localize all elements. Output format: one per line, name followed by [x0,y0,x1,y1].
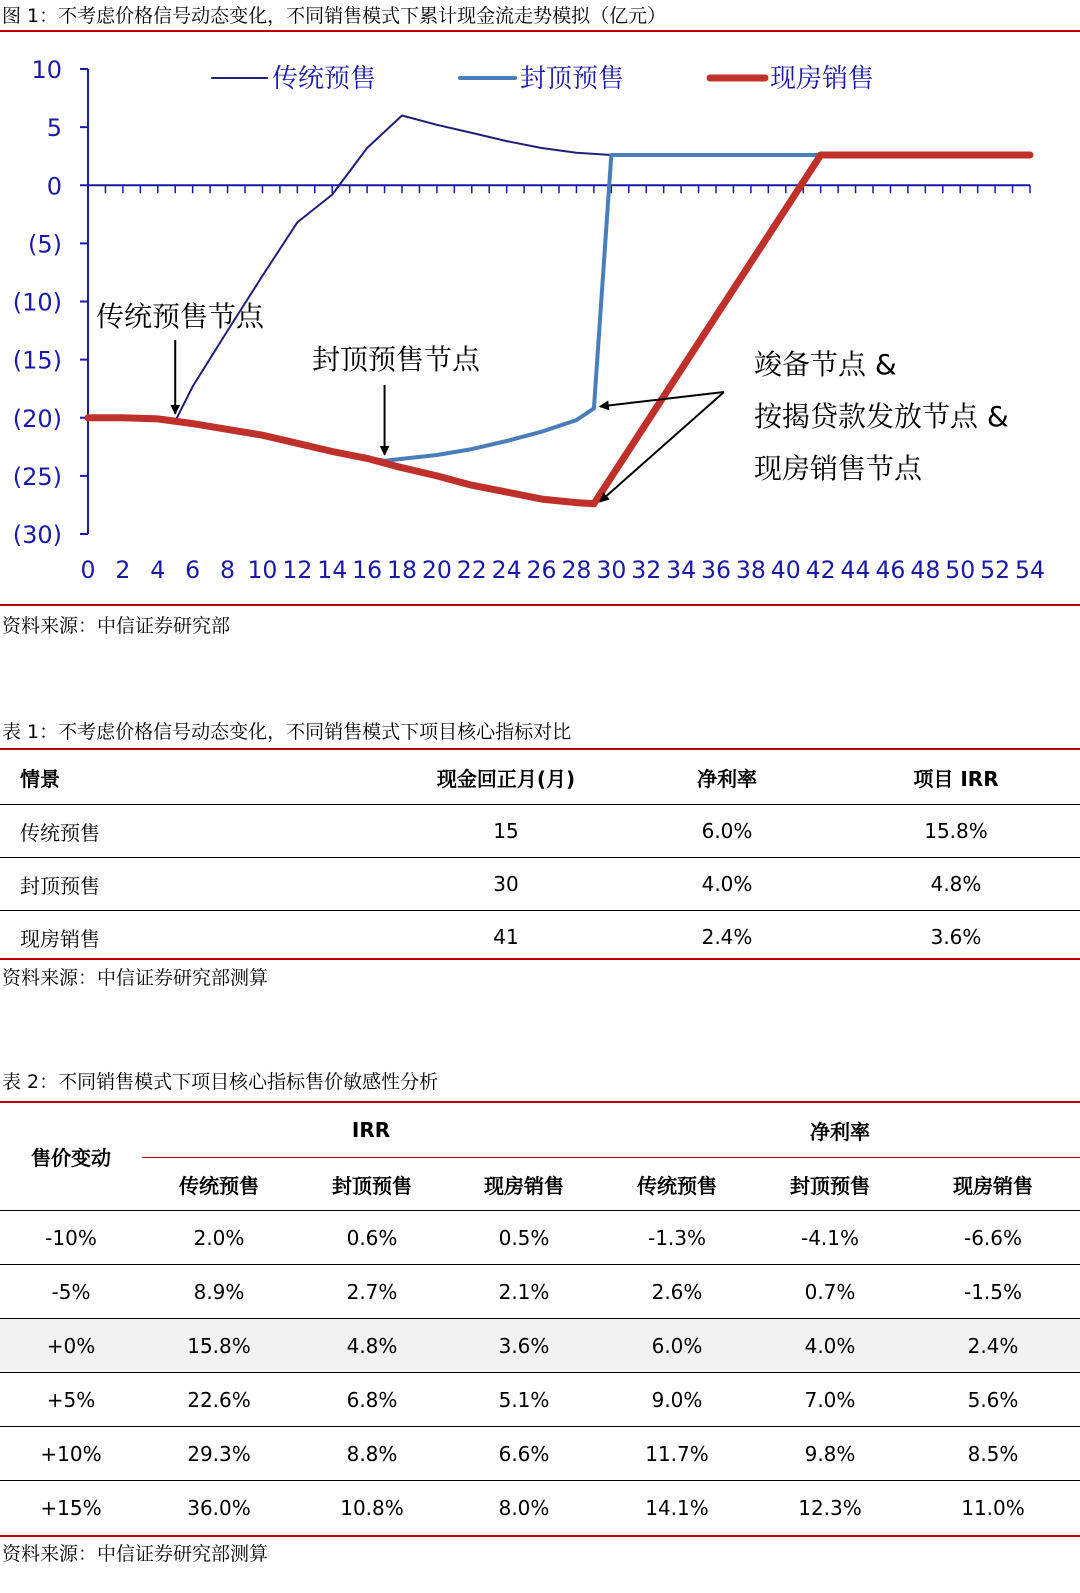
table1-cell: 4.0% [622,858,832,911]
x-tick-label: 0 [80,556,96,584]
table2-cell: 14.1% [645,1495,709,1520]
y-tick-label: 5 [46,114,62,143]
x-tick-label: 2 [115,556,131,584]
x-tick-label: 4 [150,556,166,584]
table2-row [0,1481,1080,1535]
x-tick-label: 26 [526,556,557,584]
table2-cell: 0.6% [296,1211,448,1265]
table1-cell: 3.6% [930,925,982,949]
table2-cell: 8.0% [498,1495,550,1520]
x-tick-label: 12 [282,556,313,584]
chart-annotations [96,300,1009,502]
table1-header-row [0,750,1080,805]
table2-row [0,1427,1080,1481]
x-tick-label: 22 [456,556,487,584]
x-tick-label: 10 [247,556,278,584]
table2-subheader-row [0,1158,1080,1211]
table2-subheader: 传统预售 [142,1158,296,1211]
table1-row [0,805,1080,858]
table2-cell: 15.8% [142,1319,296,1373]
table1-header: 项目 IRR [832,750,1080,805]
annotation-label: 竣备节点 & [754,348,897,381]
x-tick-label: 18 [387,556,417,584]
table2-cell: 4.0% [754,1319,906,1373]
x-tick-label: 30 [596,556,627,584]
table1-header: 情景 [0,750,390,805]
table2-cell: +0% [0,1319,142,1373]
x-tick-label: 54 [1015,556,1045,584]
table2-bottom-rule [0,1535,1080,1537]
table2-cell: 22.6% [142,1373,296,1427]
x-tick-label: 28 [561,556,592,584]
table2-row [0,1265,1080,1319]
x-tick-label: 24 [491,556,522,584]
annotation-label: 按揭贷款发放节点 & [754,400,1009,433]
table2-cell: 29.3% [142,1427,296,1481]
table2-cell: 11.0% [961,1495,1025,1520]
x-tick-label: 52 [980,556,1011,584]
table1-header: 净利率 [622,750,832,805]
table2-source: 资料来源：中信证券研究部测算 [2,1543,269,1565]
table1-cell: 2.4% [701,925,753,949]
table2-cell: 9.8% [754,1427,906,1481]
table2-group-margin: 净利率 [600,1103,1080,1158]
table2-caption: 表 2：不同销售模式下项目核心指标售价敏感性分析 [2,1071,439,1093]
figure-caption: 图 1：不考虑价格信号动态变化，不同销售模式下累计现金流走势模拟（亿元） [2,5,667,27]
annotation-arrow [600,392,724,502]
table2-subheader: 现房销售 [448,1158,600,1211]
table2-cell: 12.3% [798,1495,862,1520]
y-tick-label: 10 [31,56,62,84]
cashflow-line-chart [0,34,1080,604]
table2-cell: 7.0% [754,1373,906,1427]
y-tick-label: (15) [12,346,62,375]
table2-cell: 2.7% [296,1265,448,1319]
table2-cell: 0.7% [754,1265,906,1319]
table2-header-row [0,1103,1080,1158]
y-tick-label: (25) [12,462,62,491]
table2-cell: 8.9% [142,1265,296,1319]
annotation-label: 传统预售节点 [96,300,265,333]
table1-header: 现金回正月(月) [390,750,622,805]
x-tick-label: 44 [840,556,871,584]
table1-bottom-rule [0,958,1080,960]
table2-cell: 10.8% [340,1495,404,1520]
table2-row [0,1373,1080,1427]
table1-cell: 30 [390,858,622,911]
table2-cell: +5% [0,1373,142,1427]
table1-cell: 4.8% [832,858,1080,911]
table2-cell: 8.8% [296,1427,448,1481]
table2-cell: 6.0% [600,1319,754,1373]
table2-cell: -4.1% [754,1211,906,1265]
x-tick-label: 38 [735,556,766,584]
table2-group-irr: IRR [142,1103,600,1158]
table2-cell: 5.1% [448,1373,600,1427]
x-tick-label: 20 [421,556,452,584]
table1-caption: 表 1：不考虑价格信号动态变化，不同销售模式下项目核心指标对比 [2,721,572,743]
x-tick-label: 32 [631,556,662,584]
legend-label: 传统预售 [272,64,377,94]
table2-cell: 6.8% [296,1373,448,1427]
table2-cell: 11.7% [600,1427,754,1481]
legend-label: 封顶预售 [520,64,625,94]
annotation-label: 封顶预售节点 [312,343,481,376]
legend-label: 现房销售 [770,64,875,94]
table2-row [0,1319,1080,1373]
table2-cell: 2.0% [142,1211,296,1265]
table2-subheader: 封顶预售 [296,1158,448,1211]
x-tick-label: 16 [352,556,383,584]
table1-cell: 15 [390,805,622,858]
table2-cell: 6.6% [448,1427,600,1481]
x-tick-label: 14 [317,556,348,584]
table1-row [0,911,1080,964]
table2-cell: 0.5% [448,1211,600,1265]
table1-cell: 6.0% [622,805,832,858]
table1-cell: 15.8% [832,805,1080,858]
y-tick-label: (10) [12,288,62,317]
table1-cell: 传统预售 [0,805,390,858]
figure-bottom-rule [0,604,1080,606]
y-tick-label: (5) [28,230,62,259]
table2-cell: 3.6% [448,1319,600,1373]
table1-cell: 现房销售 [20,926,100,951]
table2-cell: -10% [0,1211,142,1265]
table2-subheader: 传统预售 [600,1158,754,1211]
annotation-label: 现房销售节点 [754,452,923,485]
table1 [0,750,1080,963]
table2-subheader: 现房销售 [906,1158,1080,1211]
table2-cell: -1.5% [906,1265,1080,1319]
table2 [0,1103,1080,1534]
table2-cell: +10% [0,1427,142,1481]
x-tick-label: 50 [945,556,976,584]
table2-cell: -6.6% [906,1211,1080,1265]
x-tick-label: 46 [875,556,906,584]
table2-cell: 2.4% [906,1319,1080,1373]
table2-cell: 36.0% [187,1495,251,1520]
chart-legend [212,64,874,94]
x-tick-label: 6 [185,556,201,584]
table1-row [0,858,1080,911]
figure-source: 资料来源：中信证券研究部 [2,615,231,637]
table1-cell: 封顶预售 [0,858,390,911]
table2-subheader: 封顶预售 [754,1158,906,1211]
table2-cell: 5.6% [906,1373,1080,1427]
table2-row-header: 售价变动 [0,1103,142,1211]
figure-top-rule [0,30,1080,32]
x-tick-label: 34 [666,556,697,584]
table1-cell: 41 [493,925,519,949]
x-tick-label: 40 [770,556,801,584]
x-tick-label: 48 [910,556,941,584]
y-tick-label: (30) [12,521,62,549]
table1-source: 资料来源：中信证券研究部测算 [2,967,269,989]
table2-cell: 8.5% [906,1427,1080,1481]
table2-row [0,1211,1080,1265]
x-tick-label: 8 [220,556,236,584]
table2-cell: 2.6% [600,1265,754,1319]
y-tick-label: 0 [46,172,62,201]
x-tick-label: 42 [805,556,836,584]
table2-cell: -1.3% [600,1211,754,1265]
y-tick-label: (20) [12,404,62,433]
table2-cell: -5% [0,1265,142,1319]
table2-cell: 4.8% [296,1319,448,1373]
table2-cell: +15% [40,1495,102,1520]
x-tick-label: 36 [701,556,731,584]
table2-cell: 9.0% [600,1373,754,1427]
table2-cell: 2.1% [448,1265,600,1319]
